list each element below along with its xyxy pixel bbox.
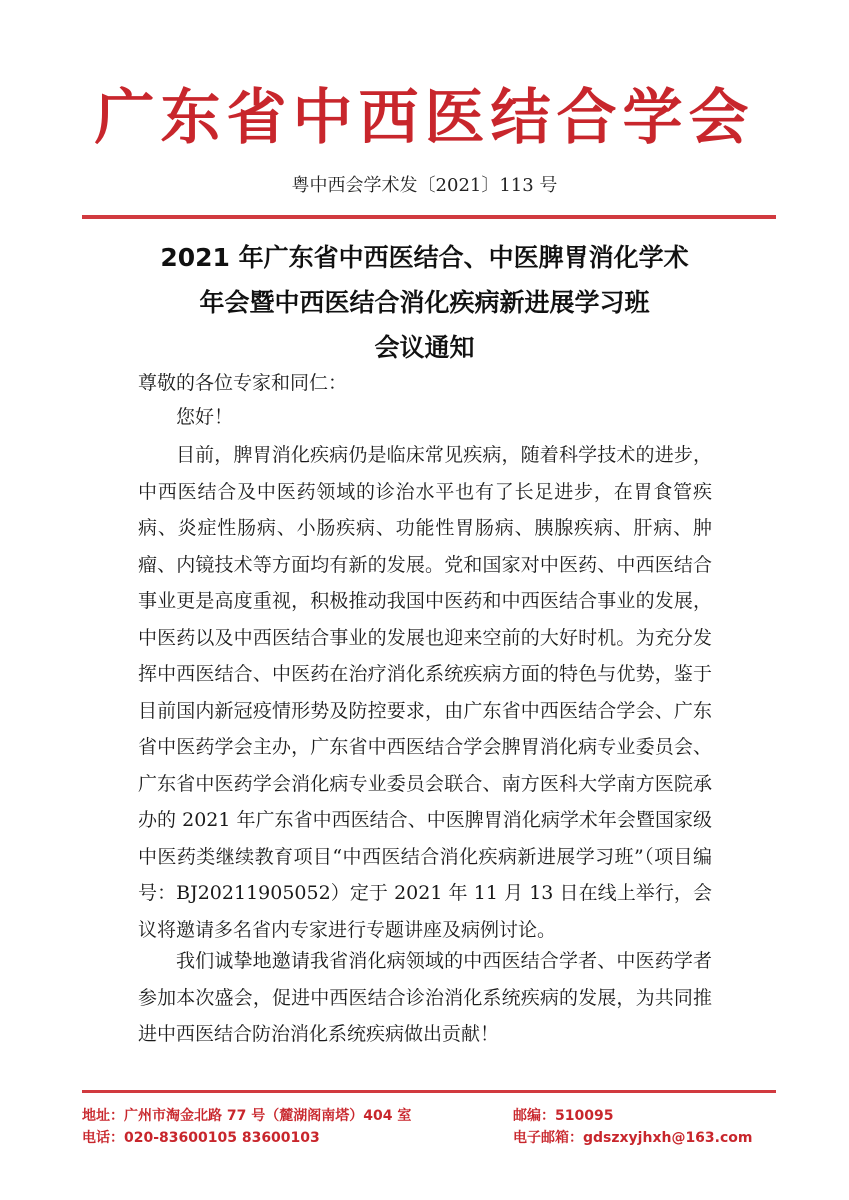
footer-row-1: [82, 1105, 776, 1127]
notice-title: [0, 235, 849, 370]
footer-contact: [82, 1105, 776, 1149]
greeting: 您好！: [176, 406, 234, 428]
body-paragraph-2: 我们诚挚地邀请我省消化病领域的中西医结合学者、中医药学者参加本次盛会，促进中西医结合诊治消化系统疾病的发展，为共同推进中西医结合防治消化系统疾病做出贡献！: [138, 950, 712, 1045]
notice-title-line-3: 会议通知: [374, 333, 475, 362]
footer-phone: 电话：020-83600105 83600103: [82, 1130, 320, 1146]
organization-title: 广东省中西医结合学会: [94, 83, 755, 153]
footer-email: 电子邮箱：gdszxyjhxh@163.com: [513, 1130, 753, 1146]
salutation: 尊敬的各位专家和同仁：: [138, 372, 348, 394]
footer-row-2: [82, 1127, 776, 1149]
header-divider: [82, 215, 776, 219]
footer-postcode: 邮编：510095: [513, 1108, 614, 1124]
body-paragraph-1: 目前，脾胃消化疾病仍是临床常见疾病，随着科学技术的进步，中西医结合及中医药领域的诊治水平也有了长足进步，在胃食管疾病、炎症性肠病、小肠疾病、功能性胃肠病、胰腺疾病、肝病、肿瘤、内镜技术等方面均有新的发展。党和国家对中医药、中西医结合事业更是高度重视，积极推动我国中医药和中西医结合事业的发展，中医药以及中西医结合事业的发展也迎来空前的大好时机。为充分发挥中西医结合、中医药在治疗消化系统疾病方面的特色与优势，鉴于目前国内新冠疫情形势及防控要求，由广东省中西医结合学会、广东省中医药学会主办，广东省中西医结合学会脾胃消化病专业委员会、广东省中医药学会消化病专业委员会联合、南方医科大学南方医院承办的 2021 年广东省中西医结合、中医脾胃消化病学术年会暨国家级中医药类继续教育项目“中西医结合消化疾病新进展学习班”（项目编号：BJ20211905052）定于 2021 年 11 月 13 日在线上举行，会议将邀请多名省内专家进行专题讲座及病例讨论。: [138, 444, 712, 941]
footer-address: 地址：广州市淘金北路 77 号（麓湖阁南塔）404 室: [82, 1108, 412, 1124]
document-number: 粤中西会学术发〔2021〕113 号: [291, 175, 558, 196]
notice-title-line-1: 2021 年广东省中西医结合、中医脾胃消化学术: [160, 243, 689, 272]
notice-title-line-2: 年会暨中西医结合消化疾病新进展学习班: [199, 288, 650, 317]
footer-divider: [82, 1090, 776, 1093]
